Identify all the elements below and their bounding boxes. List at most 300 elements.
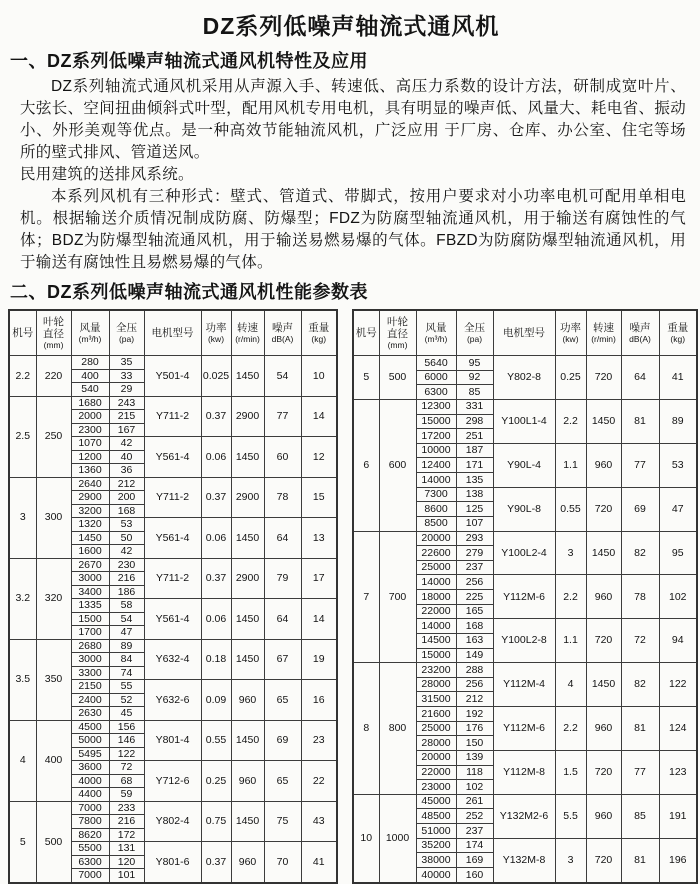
cell-model-no: 3.2 bbox=[9, 558, 36, 639]
cell-total-pressure: 54 bbox=[109, 612, 144, 626]
col-header-label: 重量 bbox=[308, 322, 330, 335]
cell-total-pressure: 165 bbox=[456, 604, 493, 619]
cell-air-volume: 15000 bbox=[416, 414, 456, 429]
col-header-label: 风量 bbox=[425, 322, 447, 335]
cell-air-volume: 5640 bbox=[416, 356, 456, 371]
col-header-label: 功率 bbox=[560, 322, 581, 335]
cell-air-volume: 4500 bbox=[71, 720, 109, 734]
cell-total-pressure: 252 bbox=[456, 809, 493, 824]
col-header-model-no bbox=[353, 310, 379, 356]
cell-impeller-diameter: 700 bbox=[379, 531, 416, 663]
cell-total-pressure: 101 bbox=[109, 869, 144, 884]
cell-speed: 960 bbox=[231, 761, 264, 802]
table-row bbox=[353, 399, 697, 414]
col-header-label: 噪声 bbox=[272, 322, 293, 335]
cell-motor-model: Y711-2 bbox=[144, 558, 201, 599]
cell-weight: 41 bbox=[659, 356, 697, 400]
cell-speed: 1450 bbox=[231, 639, 264, 680]
cell-power: 0.18 bbox=[201, 639, 231, 680]
cell-air-volume: 5000 bbox=[71, 734, 109, 748]
col-header-weight bbox=[301, 310, 337, 356]
cell-motor-model: Y802-8 bbox=[493, 356, 555, 400]
cell-total-pressure: 237 bbox=[456, 560, 493, 575]
cell-motor-model: Y132M2-6 bbox=[493, 794, 555, 838]
cell-total-pressure: 33 bbox=[109, 369, 144, 383]
cell-power: 1.1 bbox=[555, 619, 586, 663]
table-row bbox=[353, 663, 697, 678]
cell-impeller-diameter: 500 bbox=[379, 356, 416, 400]
cell-air-volume: 2670 bbox=[71, 558, 109, 572]
cell-total-pressure: 168 bbox=[109, 504, 144, 518]
cell-power: 1.5 bbox=[555, 750, 586, 794]
cell-air-volume: 31500 bbox=[416, 692, 456, 707]
cell-weight: 102 bbox=[659, 575, 697, 619]
col-header-label: 叶轮 直径 bbox=[43, 315, 64, 341]
cell-air-volume: 1200 bbox=[71, 450, 109, 464]
cell-weight: 23 bbox=[301, 720, 337, 761]
col-header-label: 转速 bbox=[593, 322, 614, 335]
cell-air-volume: 7000 bbox=[71, 869, 109, 884]
col-header-label: 转速 bbox=[237, 322, 258, 335]
cell-air-volume: 45000 bbox=[416, 794, 456, 809]
cell-motor-model: Y112M-6 bbox=[493, 575, 555, 619]
cell-impeller-diameter: 300 bbox=[36, 477, 71, 558]
cell-noise: 78 bbox=[264, 477, 301, 518]
cell-speed: 2900 bbox=[231, 396, 264, 437]
cell-air-volume: 28000 bbox=[416, 736, 456, 751]
col-header-label: 机号 bbox=[12, 326, 34, 339]
table-row bbox=[9, 477, 337, 491]
cell-speed: 960 bbox=[231, 680, 264, 721]
col-header-air-volume bbox=[71, 310, 109, 356]
cell-total-pressure: 120 bbox=[109, 855, 144, 869]
cell-air-volume: 280 bbox=[71, 356, 109, 370]
col-header-power bbox=[555, 310, 586, 356]
cell-model-no: 2.5 bbox=[9, 396, 36, 477]
cell-air-volume: 1450 bbox=[71, 531, 109, 545]
cell-speed: 2900 bbox=[231, 477, 264, 518]
cell-power: 2.2 bbox=[555, 575, 586, 619]
cell-air-volume: 21600 bbox=[416, 707, 456, 722]
cell-air-volume: 2900 bbox=[71, 491, 109, 505]
cell-noise: 82 bbox=[621, 531, 659, 575]
cell-noise: 64 bbox=[264, 518, 301, 559]
cell-weight: 123 bbox=[659, 750, 697, 794]
cell-total-pressure: 40 bbox=[109, 450, 144, 464]
cell-power: 0.25 bbox=[201, 761, 231, 802]
cell-total-pressure: 107 bbox=[456, 516, 493, 531]
cell-air-volume: 2000 bbox=[71, 410, 109, 424]
cell-total-pressure: 29 bbox=[109, 383, 144, 397]
cell-power: 2.2 bbox=[555, 399, 586, 443]
col-header-label: 电机型号 bbox=[151, 326, 194, 339]
cell-noise: 75 bbox=[264, 801, 301, 842]
cell-noise: 77 bbox=[621, 750, 659, 794]
cell-total-pressure: 150 bbox=[456, 736, 493, 751]
cell-total-pressure: 138 bbox=[456, 487, 493, 502]
cell-noise: 65 bbox=[264, 680, 301, 721]
col-header-unit: (pa) bbox=[118, 333, 135, 344]
performance-table-right bbox=[352, 309, 698, 884]
cell-speed: 960 bbox=[586, 794, 621, 838]
cell-power: 0.75 bbox=[201, 801, 231, 842]
cell-power: 0.37 bbox=[201, 558, 231, 599]
cell-weight: 43 bbox=[301, 801, 337, 842]
cell-air-volume: 20000 bbox=[416, 750, 456, 765]
table-header-row bbox=[353, 310, 697, 356]
cell-speed: 1450 bbox=[586, 531, 621, 575]
col-header-unit: (m³/h) bbox=[424, 333, 448, 344]
cell-total-pressure: 192 bbox=[456, 707, 493, 722]
cell-total-pressure: 102 bbox=[456, 780, 493, 795]
cell-total-pressure: 36 bbox=[109, 464, 144, 478]
cell-power: 0.37 bbox=[201, 477, 231, 518]
cell-total-pressure: 55 bbox=[109, 680, 144, 694]
cell-air-volume: 2630 bbox=[71, 707, 109, 721]
cell-weight: 41 bbox=[301, 842, 337, 884]
cell-air-volume: 18000 bbox=[416, 590, 456, 605]
cell-power: 0.55 bbox=[555, 487, 586, 531]
cell-air-volume: 2400 bbox=[71, 693, 109, 707]
col-header-unit: (kg) bbox=[670, 333, 686, 344]
cell-weight: 89 bbox=[659, 399, 697, 443]
cell-model-no: 3.5 bbox=[9, 639, 36, 720]
cell-air-volume: 38000 bbox=[416, 853, 456, 868]
cell-air-volume: 14000 bbox=[416, 473, 456, 488]
col-header-unit: (pa) bbox=[466, 333, 483, 344]
cell-impeller-diameter: 800 bbox=[379, 663, 416, 795]
cell-power: 0.025 bbox=[201, 356, 231, 397]
cell-power: 3 bbox=[555, 531, 586, 575]
col-header-speed bbox=[586, 310, 621, 356]
cell-air-volume: 6000 bbox=[416, 370, 456, 385]
cell-motor-model: Y561-4 bbox=[144, 599, 201, 640]
cell-motor-model: Y100L2-8 bbox=[493, 619, 555, 663]
cell-impeller-diameter: 500 bbox=[36, 801, 71, 883]
cell-motor-model: Y711-2 bbox=[144, 396, 201, 437]
col-header-unit: (r/min) bbox=[591, 333, 616, 344]
cell-power: 0.55 bbox=[201, 720, 231, 761]
col-header-unit: (kw) bbox=[207, 333, 225, 344]
cell-noise: 60 bbox=[264, 437, 301, 478]
cell-total-pressure: 68 bbox=[109, 774, 144, 788]
cell-air-volume: 2150 bbox=[71, 680, 109, 694]
cell-motor-model: Y100L2-4 bbox=[493, 531, 555, 575]
cell-power: 0.06 bbox=[201, 599, 231, 640]
cell-total-pressure: 171 bbox=[456, 458, 493, 473]
cell-speed: 2900 bbox=[231, 558, 264, 599]
col-header-label: 机号 bbox=[355, 326, 377, 339]
cell-total-pressure: 89 bbox=[109, 639, 144, 653]
table-row bbox=[353, 531, 697, 546]
cell-total-pressure: 118 bbox=[456, 765, 493, 780]
cell-power: 0.37 bbox=[201, 842, 231, 884]
cell-motor-model: Y802-4 bbox=[144, 801, 201, 842]
cell-speed: 1450 bbox=[231, 518, 264, 559]
col-header-unit: dB(A) bbox=[629, 333, 651, 344]
performance-table-left bbox=[8, 309, 338, 884]
col-header-unit: (mm) bbox=[387, 339, 408, 350]
cell-noise: 79 bbox=[264, 558, 301, 599]
cell-noise: 65 bbox=[264, 761, 301, 802]
section2-heading: 二、DZ系列低噪声轴流式通风机性能参数表 bbox=[10, 282, 368, 302]
cell-motor-model: Y501-4 bbox=[144, 356, 201, 397]
col-header-total-pressure bbox=[456, 310, 493, 356]
cell-total-pressure: 50 bbox=[109, 531, 144, 545]
cell-noise: 81 bbox=[621, 838, 659, 883]
cell-speed: 720 bbox=[586, 619, 621, 663]
cell-speed: 720 bbox=[586, 487, 621, 531]
cell-noise: 81 bbox=[621, 707, 659, 751]
cell-impeller-diameter: 250 bbox=[36, 396, 71, 477]
col-header-label: 叶轮 直径 bbox=[387, 315, 408, 341]
cell-speed: 960 bbox=[586, 707, 621, 751]
cell-power: 3 bbox=[555, 838, 586, 883]
cell-motor-model: Y801-6 bbox=[144, 842, 201, 884]
cell-noise: 77 bbox=[264, 396, 301, 437]
cell-air-volume: 51000 bbox=[416, 824, 456, 839]
cell-weight: 12 bbox=[301, 437, 337, 478]
cell-noise: 54 bbox=[264, 356, 301, 397]
cell-speed: 1450 bbox=[231, 801, 264, 842]
cell-air-volume: 540 bbox=[71, 383, 109, 397]
cell-noise: 70 bbox=[264, 842, 301, 884]
cell-air-volume: 12400 bbox=[416, 458, 456, 473]
cell-speed: 1450 bbox=[586, 399, 621, 443]
cell-air-volume: 1360 bbox=[71, 464, 109, 478]
cell-impeller-diameter: 1000 bbox=[379, 794, 416, 883]
cell-speed: 960 bbox=[231, 842, 264, 884]
col-header-noise bbox=[264, 310, 301, 356]
cell-impeller-diameter: 400 bbox=[36, 720, 71, 801]
cell-impeller-diameter: 350 bbox=[36, 639, 71, 720]
cell-total-pressure: 212 bbox=[456, 692, 493, 707]
cell-air-volume: 3600 bbox=[71, 761, 109, 775]
cell-speed: 720 bbox=[586, 356, 621, 400]
col-header-unit: (mm) bbox=[43, 339, 64, 350]
cell-total-pressure: 251 bbox=[456, 429, 493, 444]
col-header-total-pressure bbox=[109, 310, 144, 356]
cell-noise: 64 bbox=[264, 599, 301, 640]
cell-total-pressure: 163 bbox=[456, 633, 493, 648]
col-header-label: 电机型号 bbox=[503, 326, 545, 339]
cell-model-no: 5 bbox=[353, 356, 379, 400]
cell-total-pressure: 174 bbox=[456, 838, 493, 853]
cell-total-pressure: 225 bbox=[456, 590, 493, 605]
cell-air-volume: 12300 bbox=[416, 399, 456, 414]
cell-noise: 69 bbox=[264, 720, 301, 761]
cell-speed: 1450 bbox=[231, 599, 264, 640]
cell-air-volume: 3000 bbox=[71, 572, 109, 586]
cell-air-volume: 17200 bbox=[416, 429, 456, 444]
cell-air-volume: 6300 bbox=[71, 855, 109, 869]
cell-total-pressure: 187 bbox=[456, 443, 493, 458]
cell-total-pressure: 256 bbox=[456, 575, 493, 590]
cell-total-pressure: 42 bbox=[109, 545, 144, 559]
cell-air-volume: 400 bbox=[71, 369, 109, 383]
cell-total-pressure: 135 bbox=[456, 473, 493, 488]
cell-air-volume: 35200 bbox=[416, 838, 456, 853]
section1-heading: 一、DZ系列低噪声轴流式通风机特性及应用 bbox=[10, 51, 368, 71]
cell-noise: 82 bbox=[621, 663, 659, 707]
cell-motor-model: Y632-4 bbox=[144, 639, 201, 680]
col-header-label: 重量 bbox=[667, 322, 689, 335]
cell-weight: 13 bbox=[301, 518, 337, 559]
col-header-label: 全压 bbox=[116, 322, 137, 335]
cell-air-volume: 8500 bbox=[416, 516, 456, 531]
cell-total-pressure: 122 bbox=[109, 747, 144, 761]
cell-total-pressure: 45 bbox=[109, 707, 144, 721]
cell-impeller-diameter: 600 bbox=[379, 399, 416, 531]
cell-total-pressure: 131 bbox=[109, 842, 144, 856]
cell-total-pressure: 59 bbox=[109, 788, 144, 802]
cell-power: 0.06 bbox=[201, 437, 231, 478]
cell-air-volume: 5495 bbox=[71, 747, 109, 761]
cell-total-pressure: 156 bbox=[109, 720, 144, 734]
cell-air-volume: 28000 bbox=[416, 677, 456, 692]
cell-motor-model: Y112M-8 bbox=[493, 750, 555, 794]
cell-weight: 94 bbox=[659, 619, 697, 663]
cell-impeller-diameter: 320 bbox=[36, 558, 71, 639]
cell-air-volume: 4000 bbox=[71, 774, 109, 788]
col-header-model-no bbox=[9, 310, 36, 356]
cell-motor-model: Y712-6 bbox=[144, 761, 201, 802]
col-header-label: 风量 bbox=[79, 322, 101, 335]
cell-speed: 1450 bbox=[586, 663, 621, 707]
cell-noise: 64 bbox=[621, 356, 659, 400]
cell-air-volume: 2680 bbox=[71, 639, 109, 653]
cell-weight: 17 bbox=[301, 558, 337, 599]
cell-total-pressure: 186 bbox=[109, 585, 144, 599]
cell-total-pressure: 331 bbox=[456, 399, 493, 414]
cell-total-pressure: 95 bbox=[456, 356, 493, 371]
cell-speed: 1450 bbox=[231, 437, 264, 478]
cell-total-pressure: 85 bbox=[456, 385, 493, 400]
col-header-unit: (kg) bbox=[311, 333, 327, 344]
cell-total-pressure: 139 bbox=[456, 750, 493, 765]
cell-speed: 720 bbox=[586, 838, 621, 883]
cell-motor-model: Y711-2 bbox=[144, 477, 201, 518]
col-header-label: 噪声 bbox=[629, 322, 651, 335]
cell-air-volume: 22600 bbox=[416, 546, 456, 561]
cell-air-volume: 1680 bbox=[71, 396, 109, 410]
cell-model-no: 7 bbox=[353, 531, 379, 663]
cell-air-volume: 3400 bbox=[71, 585, 109, 599]
performance-tables bbox=[8, 309, 694, 884]
cell-air-volume: 4400 bbox=[71, 788, 109, 802]
cell-air-volume: 48500 bbox=[416, 809, 456, 824]
cell-total-pressure: 84 bbox=[109, 653, 144, 667]
cell-motor-model: Y132M-8 bbox=[493, 838, 555, 883]
col-header-motor-model bbox=[144, 310, 201, 356]
cell-weight: 14 bbox=[301, 599, 337, 640]
cell-total-pressure: 74 bbox=[109, 666, 144, 680]
cell-model-no: 10 bbox=[353, 794, 379, 883]
cell-total-pressure: 146 bbox=[109, 734, 144, 748]
cell-noise: 72 bbox=[621, 619, 659, 663]
table-row bbox=[9, 801, 337, 815]
cell-motor-model: Y561-4 bbox=[144, 437, 201, 478]
cell-total-pressure: 298 bbox=[456, 414, 493, 429]
cell-air-volume: 23200 bbox=[416, 663, 456, 678]
cell-air-volume: 15000 bbox=[416, 648, 456, 663]
cell-total-pressure: 256 bbox=[456, 677, 493, 692]
cell-total-pressure: 233 bbox=[109, 801, 144, 815]
cell-total-pressure: 125 bbox=[456, 502, 493, 517]
col-header-speed bbox=[231, 310, 264, 356]
cell-total-pressure: 288 bbox=[456, 663, 493, 678]
cell-weight: 191 bbox=[659, 794, 697, 838]
cell-total-pressure: 169 bbox=[456, 853, 493, 868]
cell-air-volume: 25000 bbox=[416, 560, 456, 575]
cell-total-pressure: 176 bbox=[456, 721, 493, 736]
cell-power: 0.25 bbox=[555, 356, 586, 400]
cell-motor-model: Y112M-6 bbox=[493, 707, 555, 751]
col-header-label: 功率 bbox=[205, 322, 227, 335]
cell-weight: 95 bbox=[659, 531, 697, 575]
cell-total-pressure: 47 bbox=[109, 626, 144, 640]
cell-model-no: 3 bbox=[9, 477, 36, 558]
cell-air-volume: 1335 bbox=[71, 599, 109, 613]
cell-air-volume: 3200 bbox=[71, 504, 109, 518]
cell-power: 1.1 bbox=[555, 443, 586, 487]
cell-weight: 196 bbox=[659, 838, 697, 883]
cell-air-volume: 6300 bbox=[416, 385, 456, 400]
cell-air-volume: 1320 bbox=[71, 518, 109, 532]
cell-impeller-diameter: 220 bbox=[36, 356, 71, 397]
cell-noise: 69 bbox=[621, 487, 659, 531]
cell-speed: 1450 bbox=[231, 356, 264, 397]
cell-motor-model: Y90L-8 bbox=[493, 487, 555, 531]
cell-air-volume: 8600 bbox=[416, 502, 456, 517]
cell-air-volume: 14500 bbox=[416, 633, 456, 648]
cell-total-pressure: 216 bbox=[109, 815, 144, 829]
cell-air-volume: 23000 bbox=[416, 780, 456, 795]
cell-weight: 15 bbox=[301, 477, 337, 518]
col-header-unit: (kw) bbox=[562, 333, 579, 344]
cell-air-volume: 1700 bbox=[71, 626, 109, 640]
cell-air-volume: 8620 bbox=[71, 828, 109, 842]
cell-weight: 53 bbox=[659, 443, 697, 487]
cell-air-volume: 5500 bbox=[71, 842, 109, 856]
cell-speed: 960 bbox=[586, 443, 621, 487]
cell-total-pressure: 237 bbox=[456, 824, 493, 839]
section1-paragraph-2: 民用建筑的送排风系统。 bbox=[20, 166, 194, 183]
cell-weight: 124 bbox=[659, 707, 697, 751]
cell-power: 5.5 bbox=[555, 794, 586, 838]
cell-air-volume: 7800 bbox=[71, 815, 109, 829]
cell-total-pressure: 92 bbox=[456, 370, 493, 385]
table-header-row bbox=[9, 310, 337, 356]
cell-total-pressure: 215 bbox=[109, 410, 144, 424]
col-header-unit: (r/min) bbox=[235, 333, 260, 344]
cell-weight: 22 bbox=[301, 761, 337, 802]
cell-total-pressure: 279 bbox=[456, 546, 493, 561]
col-header-unit: dB(A) bbox=[271, 333, 294, 344]
cell-motor-model: Y632-6 bbox=[144, 680, 201, 721]
cell-total-pressure: 42 bbox=[109, 437, 144, 451]
cell-air-volume: 1500 bbox=[71, 612, 109, 626]
cell-total-pressure: 212 bbox=[109, 477, 144, 491]
table-row bbox=[9, 558, 337, 572]
col-header-noise bbox=[621, 310, 659, 356]
cell-speed: 720 bbox=[586, 750, 621, 794]
table-row bbox=[9, 639, 337, 653]
cell-air-volume: 22000 bbox=[416, 765, 456, 780]
cell-noise: 67 bbox=[264, 639, 301, 680]
cell-power: 4 bbox=[555, 663, 586, 707]
cell-air-volume: 3000 bbox=[71, 653, 109, 667]
